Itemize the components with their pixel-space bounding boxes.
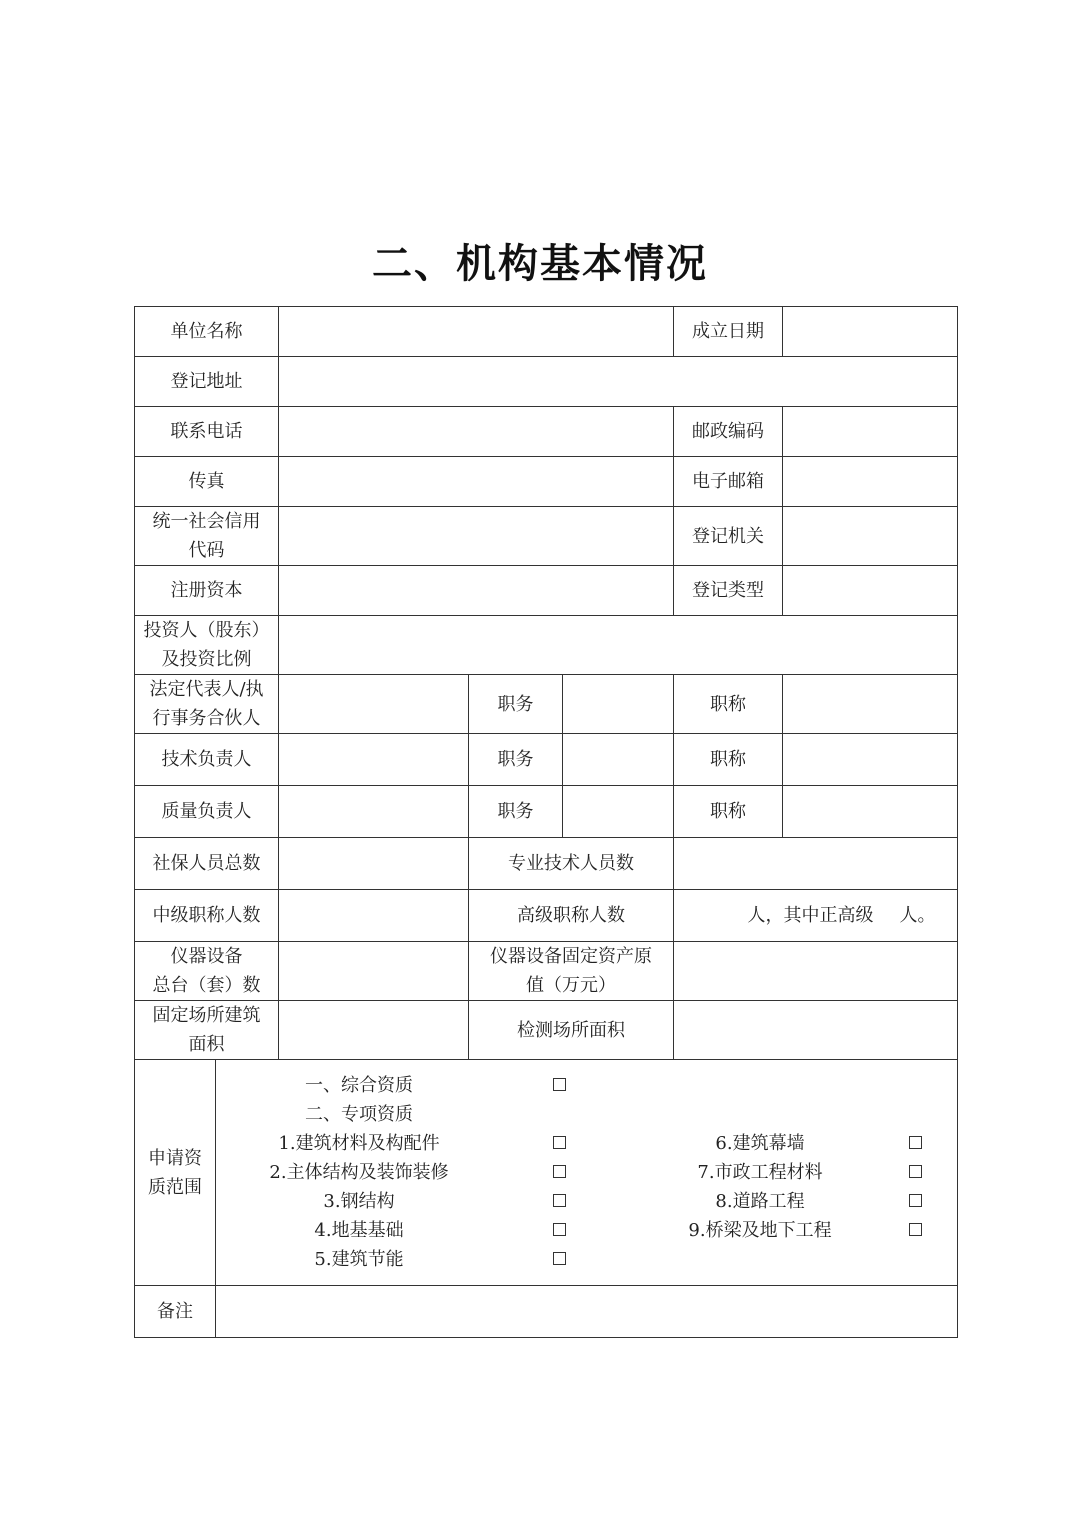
qualification-item-label: 8.道路工程 xyxy=(715,1191,805,1212)
label-registration-type: 登记类型 xyxy=(674,566,783,616)
input-quality-lead-position[interactable] xyxy=(563,786,674,838)
label-postal-code: 邮政编码 xyxy=(674,407,783,457)
qualification-special-label: 二、专项资质 xyxy=(305,1104,413,1125)
input-tech-lead-position[interactable] xyxy=(563,734,674,786)
qualification-row-4 xyxy=(220,1216,953,1245)
qualification-row-2 xyxy=(220,1158,953,1187)
label-mid-title-count: 中级职称人数 xyxy=(135,890,279,942)
label-investor-line1: 投资人（股东） xyxy=(143,620,270,641)
qualification-item-checkbox[interactable] xyxy=(909,1165,922,1178)
qualification-item-label: 7.市政工程材料 xyxy=(697,1162,823,1183)
label-tech-lead-title: 职称 xyxy=(674,734,783,786)
input-registered-address[interactable] xyxy=(279,357,958,407)
label-equipment-line2: 总台（套）数 xyxy=(152,975,261,996)
qualification-general-label: 一、综合资质 xyxy=(305,1075,413,1096)
input-senior-title-count[interactable] xyxy=(674,890,958,942)
input-registration-type[interactable] xyxy=(783,566,958,616)
row-title-counts xyxy=(135,890,958,942)
label-scope-line2: 质范围 xyxy=(148,1176,202,1198)
label-legal-rep-position: 职务 xyxy=(469,675,563,734)
input-founding-date[interactable] xyxy=(783,307,958,357)
label-fax: 传真 xyxy=(135,457,279,507)
qualification-row-5 xyxy=(220,1245,953,1274)
row-fax xyxy=(135,457,958,507)
label-equipment-value-line2: 值（万元） xyxy=(526,975,616,996)
label-unit-name: 单位名称 xyxy=(135,307,279,357)
qualification-list xyxy=(216,1060,958,1286)
label-quality-lead: 质量负责人 xyxy=(135,786,279,838)
label-legal-rep-line1: 法定代表人/执 xyxy=(149,679,264,700)
label-founding-date: 成立日期 xyxy=(674,307,783,357)
row-social-insurance xyxy=(135,838,958,890)
label-credit-code-line1: 统一社会信用 xyxy=(152,511,261,532)
label-quality-lead-title: 职称 xyxy=(674,786,783,838)
qualification-item-checkbox[interactable] xyxy=(553,1194,566,1207)
label-investor-line2: 及投资比例 xyxy=(161,649,252,670)
qualification-item-label: 4.地基基础 xyxy=(314,1220,404,1241)
input-investor[interactable] xyxy=(279,616,958,675)
input-phone[interactable] xyxy=(279,407,674,457)
qualification-general-row xyxy=(220,1071,953,1100)
qualification-item-label: 6.建筑幕墙 xyxy=(715,1133,805,1154)
qualification-item-checkbox[interactable] xyxy=(553,1165,566,1178)
input-postal-code[interactable] xyxy=(783,407,958,457)
qualification-item-checkbox[interactable] xyxy=(553,1223,566,1236)
input-site-area[interactable] xyxy=(279,1001,469,1060)
label-site-area-line2: 面积 xyxy=(188,1034,225,1055)
input-registered-capital[interactable] xyxy=(279,566,674,616)
label-tech-lead: 技术负责人 xyxy=(135,734,279,786)
row-registered-capital xyxy=(135,566,958,616)
input-registration-authority[interactable] xyxy=(783,507,958,566)
qualification-item-label: 9.桥梁及地下工程 xyxy=(688,1220,832,1241)
row-credit-code xyxy=(135,507,958,566)
page-title: 二、机构基本情况 xyxy=(372,241,708,287)
row-registered-address xyxy=(135,357,958,407)
senior-suffix-b: 人。 xyxy=(899,905,936,926)
input-professional-tech-count[interactable] xyxy=(674,838,958,890)
label-credit-code-line2: 代码 xyxy=(188,540,225,561)
qualification-item-checkbox[interactable] xyxy=(909,1136,922,1149)
row-equipment xyxy=(135,942,958,1001)
label-site-area xyxy=(135,1001,279,1060)
senior-suffix-a: 人，其中正高级 xyxy=(747,905,874,926)
row-investor xyxy=(135,616,958,675)
label-phone: 联系电话 xyxy=(135,407,279,457)
input-tech-lead[interactable] xyxy=(279,734,469,786)
qualification-item-checkbox[interactable] xyxy=(909,1223,922,1236)
label-registered-address: 登记地址 xyxy=(135,357,279,407)
input-legal-rep[interactable] xyxy=(279,675,469,734)
label-scope-line1: 申请资 xyxy=(148,1147,202,1169)
qualification-special-row xyxy=(220,1100,953,1129)
label-qualification-scope xyxy=(135,1060,216,1286)
qualification-item-label: 2.主体结构及装饰装修 xyxy=(269,1162,449,1183)
label-testing-area: 检测场所面积 xyxy=(469,1001,674,1060)
label-legal-rep xyxy=(135,675,279,734)
qualification-item-checkbox[interactable] xyxy=(909,1194,922,1207)
label-equipment-line1: 仪器设备 xyxy=(170,946,243,967)
input-tech-lead-title[interactable] xyxy=(783,734,958,786)
input-equipment-count[interactable] xyxy=(279,942,469,1001)
input-fax[interactable] xyxy=(279,457,674,507)
input-credit-code[interactable] xyxy=(279,507,674,566)
input-legal-rep-position[interactable] xyxy=(563,675,674,734)
input-social-insurance-total[interactable] xyxy=(279,838,469,890)
label-registered-capital: 注册资本 xyxy=(135,566,279,616)
input-unit-name[interactable] xyxy=(279,307,674,357)
label-legal-rep-title: 职称 xyxy=(674,675,783,734)
label-tech-lead-position: 职务 xyxy=(469,734,563,786)
label-equipment-value-line1: 仪器设备固定资产原 xyxy=(490,946,652,967)
label-investor xyxy=(135,616,279,675)
input-mid-title-count[interactable] xyxy=(279,890,469,942)
input-email[interactable] xyxy=(783,457,958,507)
qualification-row-1 xyxy=(220,1129,953,1158)
row-phone xyxy=(135,407,958,457)
label-credit-code xyxy=(135,507,279,566)
row-qualification-scope xyxy=(135,1060,958,1286)
qualification-general-checkbox[interactable] xyxy=(553,1078,566,1091)
input-quality-lead[interactable] xyxy=(279,786,469,838)
institution-info-form xyxy=(134,306,958,1338)
qualification-item-checkbox[interactable] xyxy=(553,1136,566,1149)
label-senior-title-count: 高级职称人数 xyxy=(469,890,674,942)
qualification-item-label: 1.建筑材料及构配件 xyxy=(278,1133,440,1154)
row-quality-lead xyxy=(135,786,958,838)
label-legal-rep-line2: 行事务合伙人 xyxy=(152,708,261,729)
qualification-item-label: 5.建筑节能 xyxy=(314,1249,404,1270)
row-legal-rep xyxy=(135,675,958,734)
input-testing-area[interactable] xyxy=(674,1001,958,1060)
row-tech-lead xyxy=(135,734,958,786)
label-registration-authority: 登记机关 xyxy=(674,507,783,566)
label-quality-lead-position: 职务 xyxy=(469,786,563,838)
label-equipment-value xyxy=(469,942,674,1001)
label-site-area-line1: 固定场所建筑 xyxy=(152,1005,261,1026)
qualification-item-checkbox[interactable] xyxy=(553,1252,566,1265)
row-site-area xyxy=(135,1001,958,1060)
qualification-row-3 xyxy=(220,1187,953,1216)
row-unit-name xyxy=(135,307,958,357)
input-equipment-value[interactable] xyxy=(674,942,958,1001)
input-remarks[interactable] xyxy=(216,1286,958,1338)
label-email: 电子邮箱 xyxy=(674,457,783,507)
input-legal-rep-title[interactable] xyxy=(783,675,958,734)
input-quality-lead-title[interactable] xyxy=(783,786,958,838)
qualification-item-label: 3.钢结构 xyxy=(323,1191,395,1212)
label-professional-tech-count: 专业技术人员数 xyxy=(469,838,674,890)
label-social-insurance-total: 社保人员总数 xyxy=(135,838,279,890)
row-remarks xyxy=(135,1286,958,1338)
label-remarks: 备注 xyxy=(135,1286,216,1338)
label-equipment-count xyxy=(135,942,279,1001)
